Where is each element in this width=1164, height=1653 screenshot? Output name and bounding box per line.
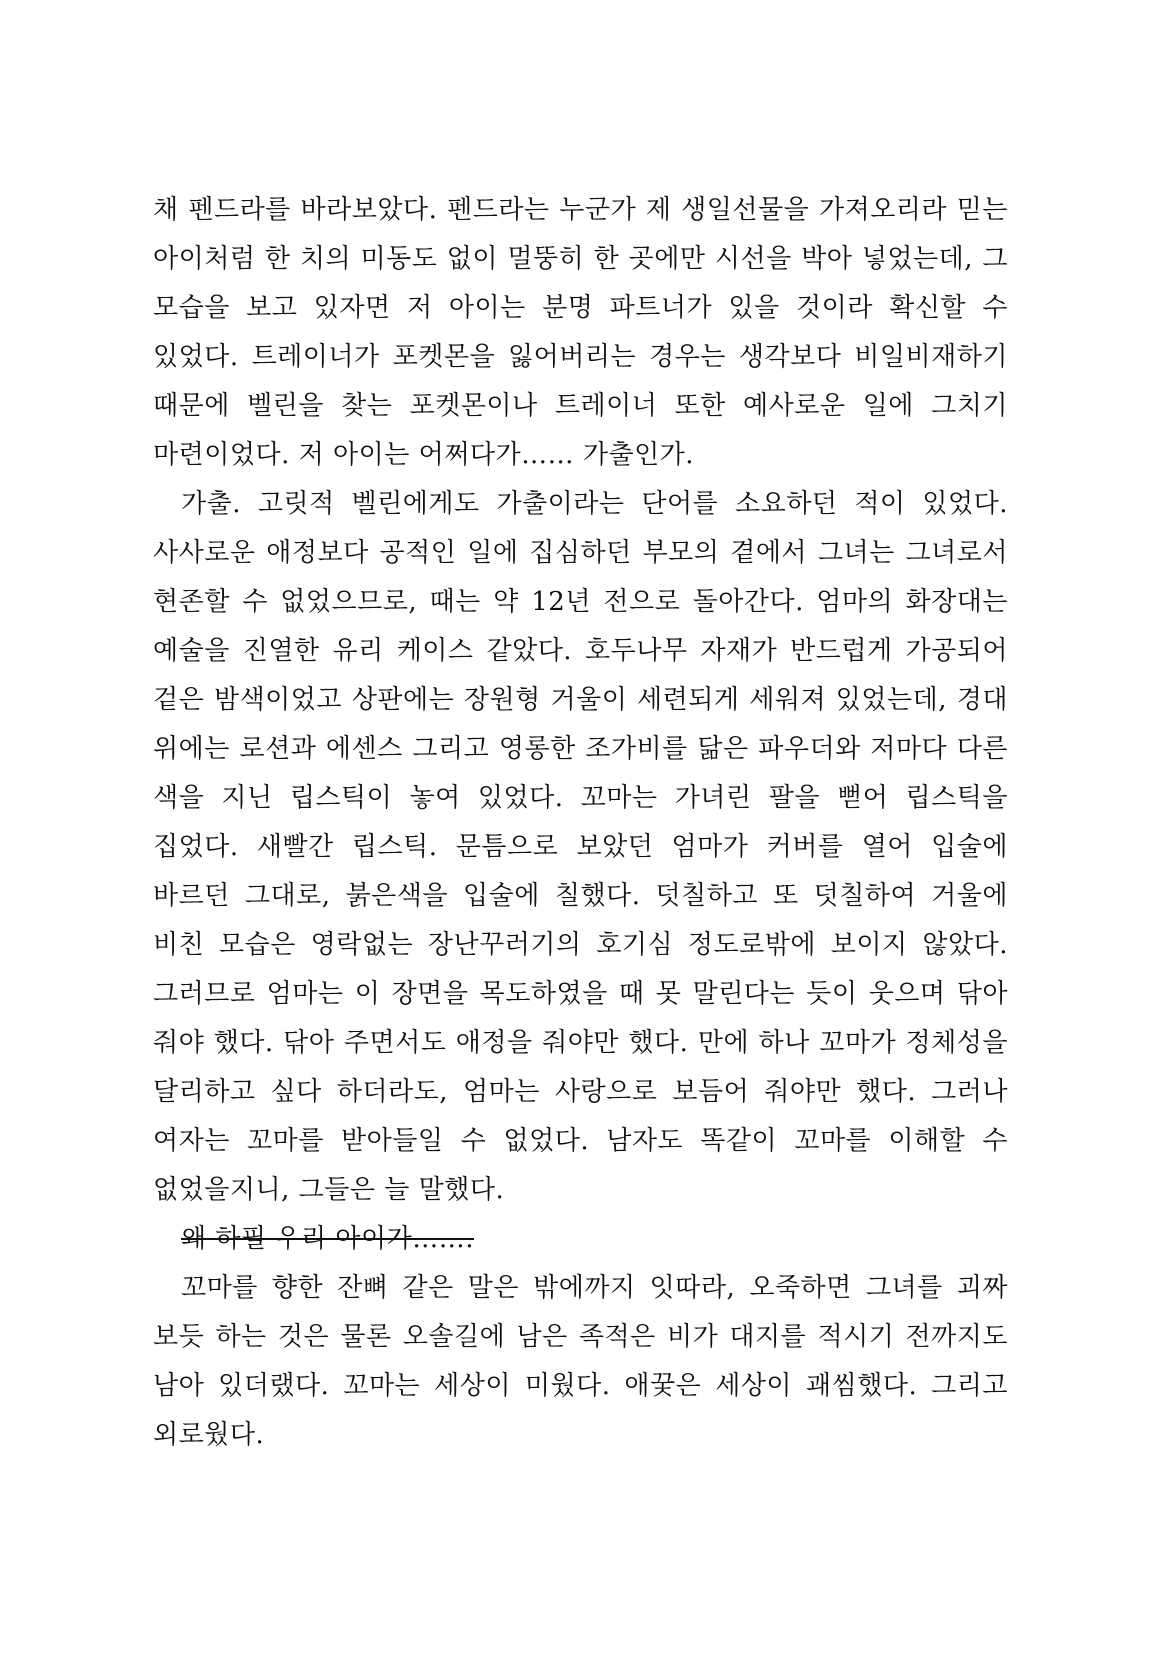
paragraph-2: 가출. 고릿적 벨린에게도 가출이라는 단어를 소요하던 적이 있었다. 사사로운 애정보다 공적인 일에 집심하던 부모의 곁에서 그녀는 그녀로서 현존할 수 없었으므로, 때는 약 12년 전으로 돌아간다. 엄마의 화장대는 예술을 진열한 유리 케이스 같았다. 호두나무 자재가 반드럽게 가공되어 겉은 밤색이었고 상판에는 장원형 거울이 세련되게 세워져 있었는데, 경대 위에는 로션과 에센스 그리고 영롱한 조가비를 닮은 파우더와 저마다 다른 색을 지닌 립스틱이 놓여 있었다. 꼬마는 가녀린 팔을 뻗어 립스틱을 집었다. 새빨간 립스틱. 문틈으로 보았던 엄마가 커버를 열어 입술에 바르던 그대로, 붉은색을 입술에 칠했다. 덧칠하고 또 덧칠하여 거울에 비친 모습은 영락없는 장난꾸러기의 호기심 정도로밖에 보이지 않았다. 그러므로 엄마는 이 장면을 목도하였을 때 못 말린다는 듯이 웃으며 닦아 줘야 했다. 닦아 주면서도 애정을 줘야만 했다. 만에 하나 꼬마가 정체성을 달리하고 싶다 하더라도, 엄마는 사랑으로 보듬어 줘야만 했다. 그러나 여자는 꼬마를 받아들일 수 없었다. 남자도 똑같이 꼬마를 이해할 수 없었을지니, 그들은 늘 말했다. <box>153 489 1008 1205</box>
struck-through-text: 왜 하필 우리 아이가……. <box>181 1224 474 1254</box>
paragraph-3-struck <box>153 1215 1008 1264</box>
paragraph-4: 꼬마를 향한 잔뼈 같은 말은 밖에까지 잇따라, 오죽하면 그녀를 괴짜 보듯 하는 것은 물론 오솔길에 남은 족적은 비가 대지를 적시기 전까지도 남아 있더랬다. 꼬마는 세상이 미웠다. 애꿎은 세상이 괘씸했다. 그리고 외로웠다. <box>153 1273 1008 1450</box>
paragraph-1: 채 펜드라를 바라보았다. 펜드라는 누군가 제 생일선물을 가져오리라 믿는 아이처럼 한 치의 미동도 없이 멀뚱히 한 곳에만 시선을 박아 넣었는데, 그 모습을 보고 있자면 저 아이는 분명 파트너가 있을 것이라 확신할 수 있었다. 트레이너가 포켓몬을 잃어버리는 경우는 생각보다 비일비재하기 때문에 벨린을 찾는 포켓몬이나 트레이너 또한 예사로운 일에 그치기 마련이었다. 저 아이는 어쩌다가…… 가출인가. <box>153 195 1008 470</box>
document-body <box>153 186 1008 1460</box>
